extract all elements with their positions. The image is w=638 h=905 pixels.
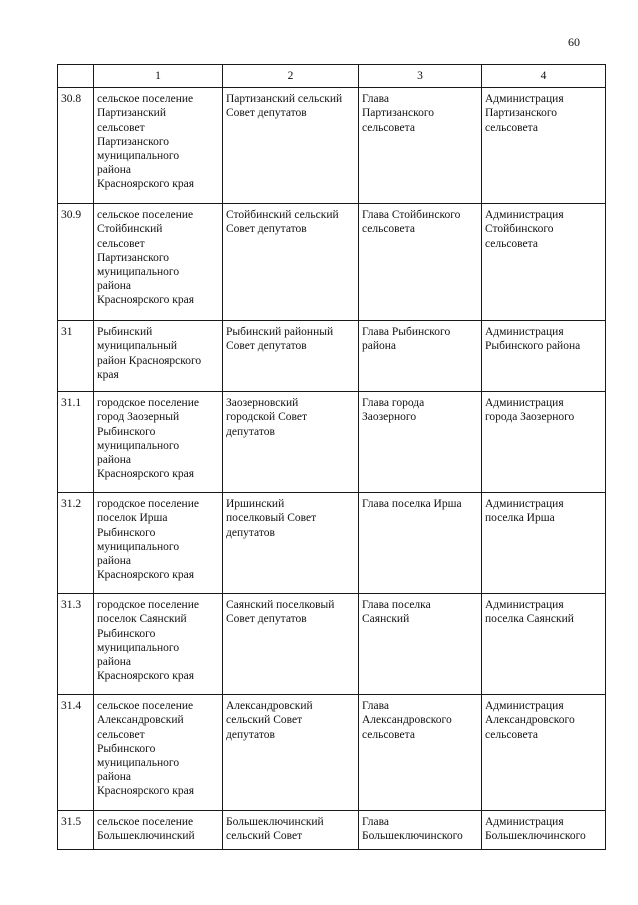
row-number: 31.5: [58, 811, 94, 849]
header-cell-3: 3: [359, 65, 482, 88]
municipality-cell: сельское поселение Партизанский сельсовет Партизанского муниципального района Красноярского края: [94, 88, 223, 204]
municipality-cell: городское поселение город Заозерный Рыбинского муниципального района Красноярского края: [94, 392, 223, 493]
table-row: [58, 594, 606, 695]
row-number: 31.2: [58, 493, 94, 594]
head-cell: Глава Александровского сельсовета: [359, 695, 482, 811]
administration-cell: Администрация Рыбинского района: [482, 321, 606, 392]
council-cell: Большеключинский сельский Совет: [223, 811, 359, 849]
administration-cell: Администрация поселка Ирша: [482, 493, 606, 594]
council-cell: Саянский поселковый Совет депутатов: [223, 594, 359, 695]
table-row: [58, 493, 606, 594]
row-number: 31.4: [58, 695, 94, 811]
row-number: 31.3: [58, 594, 94, 695]
header-row: [58, 65, 606, 88]
council-cell: Рыбинский районный Совет депутатов: [223, 321, 359, 392]
administration-cell: Администрация поселка Саянский: [482, 594, 606, 695]
municipality-cell: городское поселение поселок Саянский Рыбинского муниципального района Красноярского края: [94, 594, 223, 695]
municipal-bodies-table: [57, 64, 606, 850]
municipality-cell: сельское поселение Александровский сельсовет Рыбинского муниципального района Красноярского края: [94, 695, 223, 811]
table-row: [58, 392, 606, 493]
municipality-cell: сельское поселение Стойбинский сельсовет Партизанского муниципального района Красноярского края: [94, 204, 223, 321]
table-row: [58, 204, 606, 321]
table-row: [58, 811, 606, 849]
municipality-cell: сельское поселение Большеключинский: [94, 811, 223, 849]
header-cell-num: [58, 65, 94, 88]
head-cell: Глава города Заозерного: [359, 392, 482, 493]
administration-cell: Администрация Большеключинского: [482, 811, 606, 849]
municipality-cell: городское поселение поселок Ирша Рыбинского муниципального района Красноярского края: [94, 493, 223, 594]
council-cell: Иршинский поселковый Совет депутатов: [223, 493, 359, 594]
head-cell: Глава Большеключинского: [359, 811, 482, 849]
table-row: [58, 88, 606, 204]
head-cell: Глава поселка Ирша: [359, 493, 482, 594]
administration-cell: Администрация Стойбинского сельсовета: [482, 204, 606, 321]
head-cell: Глава Партизанского сельсовета: [359, 88, 482, 204]
council-cell: Стойбинский сельский Совет депутатов: [223, 204, 359, 321]
administration-cell: Администрация Александровского сельсовета: [482, 695, 606, 811]
table-row: [58, 321, 606, 392]
head-cell: Глава Рыбинского района: [359, 321, 482, 392]
head-cell: Глава поселка Саянский: [359, 594, 482, 695]
council-cell: Заозерновский городской Совет депутатов: [223, 392, 359, 493]
header-cell-4: 4: [482, 65, 606, 88]
head-cell: Глава Стойбинского сельсовета: [359, 204, 482, 321]
header-cell-1: 1: [94, 65, 223, 88]
council-cell: Партизанский сельский Совет депутатов: [223, 88, 359, 204]
table-row: [58, 695, 606, 811]
row-number: 31: [58, 321, 94, 392]
council-cell: Александровский сельский Совет депутатов: [223, 695, 359, 811]
row-number: 30.9: [58, 204, 94, 321]
row-number: 31.1: [58, 392, 94, 493]
header-cell-2: 2: [223, 65, 359, 88]
municipality-cell: Рыбинский муниципальный район Красноярского края: [94, 321, 223, 392]
administration-cell: Администрация города Заозерного: [482, 392, 606, 493]
page-number: 60: [568, 35, 580, 49]
administration-cell: Администрация Партизанского сельсовета: [482, 88, 606, 204]
row-number: 30.8: [58, 88, 94, 204]
